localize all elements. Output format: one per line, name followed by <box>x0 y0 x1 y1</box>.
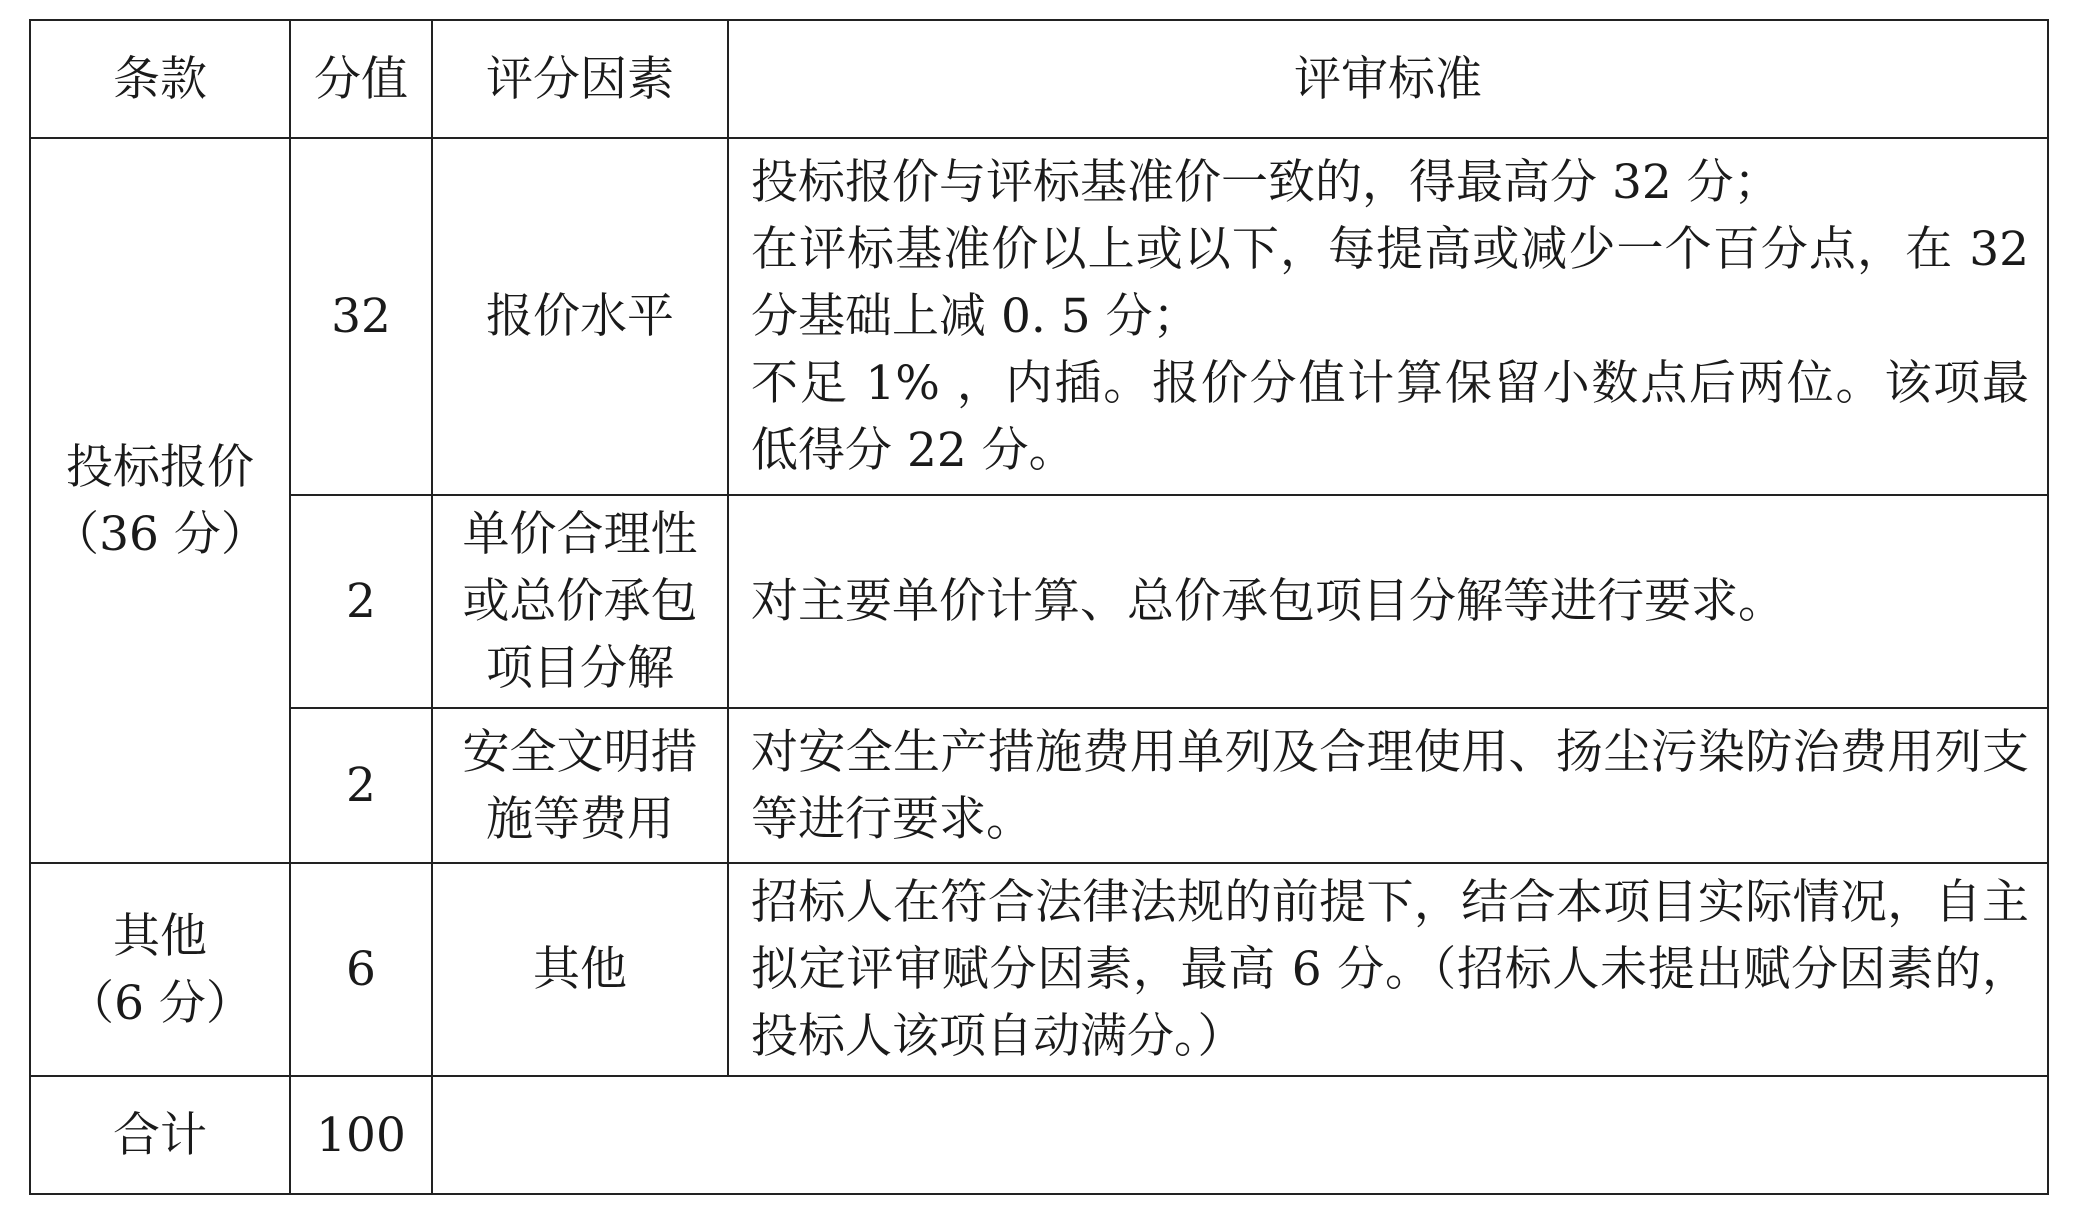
total-empty-cell <box>432 1076 2048 1194</box>
standard-cell <box>728 863 2048 1076</box>
header-clause: 条款 <box>30 20 290 138</box>
points-cell: 6 <box>290 863 432 1076</box>
factor-cell <box>432 138 728 495</box>
factor-text: 施等费用 <box>486 791 674 847</box>
factor-cell <box>432 708 728 863</box>
table-row <box>30 495 2048 708</box>
clause-cell-other <box>30 863 290 1076</box>
table-row <box>30 708 2048 863</box>
total-label: 合计 <box>30 1076 290 1194</box>
points-cell: 2 <box>290 495 432 708</box>
factor-text: 其他 <box>533 942 627 997</box>
points-cell: 2 <box>290 708 432 863</box>
standard-text: 对安全生产措施费用单列及合理使用、扬尘污染防治费用列支等进行要求。 <box>751 724 2029 847</box>
header-standard: 评审标准 <box>728 20 2048 138</box>
clause-text: 其他 <box>113 908 207 964</box>
factor-text: 单价合理性 <box>462 507 698 562</box>
factor-text: 或总价承包 <box>462 574 698 629</box>
clause-text: （36 分） <box>52 506 268 562</box>
factor-cell <box>432 495 728 708</box>
clause-text: 投标报价 <box>66 439 254 495</box>
points-cell: 32 <box>290 138 432 495</box>
header-factor: 评分因素 <box>432 20 728 138</box>
standard-text: 在评标基准价以上或以下，每提高或减少一个百分点，在 32 分基础上减 0. 5 分； <box>751 222 2029 344</box>
scoring-table <box>29 19 2049 1195</box>
standard-cell <box>728 138 2048 495</box>
standard-text: 不足 1% ，内插。报价分值计算保留小数点后两位。该项最低得分 22 分。 <box>751 356 2029 478</box>
standard-text: 对主要单价计算、总价承包项目分解等进行要求。 <box>751 574 1785 629</box>
factor-cell <box>432 863 728 1076</box>
header-row <box>30 20 2048 138</box>
factor-text: 报价水平 <box>486 289 674 344</box>
header-points: 分值 <box>290 20 432 138</box>
table-row <box>30 138 2048 495</box>
standard-text: 投标报价与评标基准价一致的，得最高分 32 分； <box>751 155 1781 210</box>
total-row <box>30 1076 2048 1194</box>
standard-cell <box>728 495 2048 708</box>
factor-text: 项目分解 <box>486 641 674 696</box>
total-points: 100 <box>290 1076 432 1194</box>
standard-text: 招标人在符合法律法规的前提下，结合本项目实际情况，自主拟定评审赋分因素，最高 6 分。（招标人未提出赋分因素的，投标人该项自动满分。） <box>751 875 2029 1064</box>
table-row <box>30 863 2048 1076</box>
factor-text: 安全文明措 <box>462 724 698 780</box>
clause-cell-bid-price <box>30 138 290 863</box>
standard-cell <box>728 708 2048 863</box>
clause-text: （6 分） <box>67 975 253 1031</box>
